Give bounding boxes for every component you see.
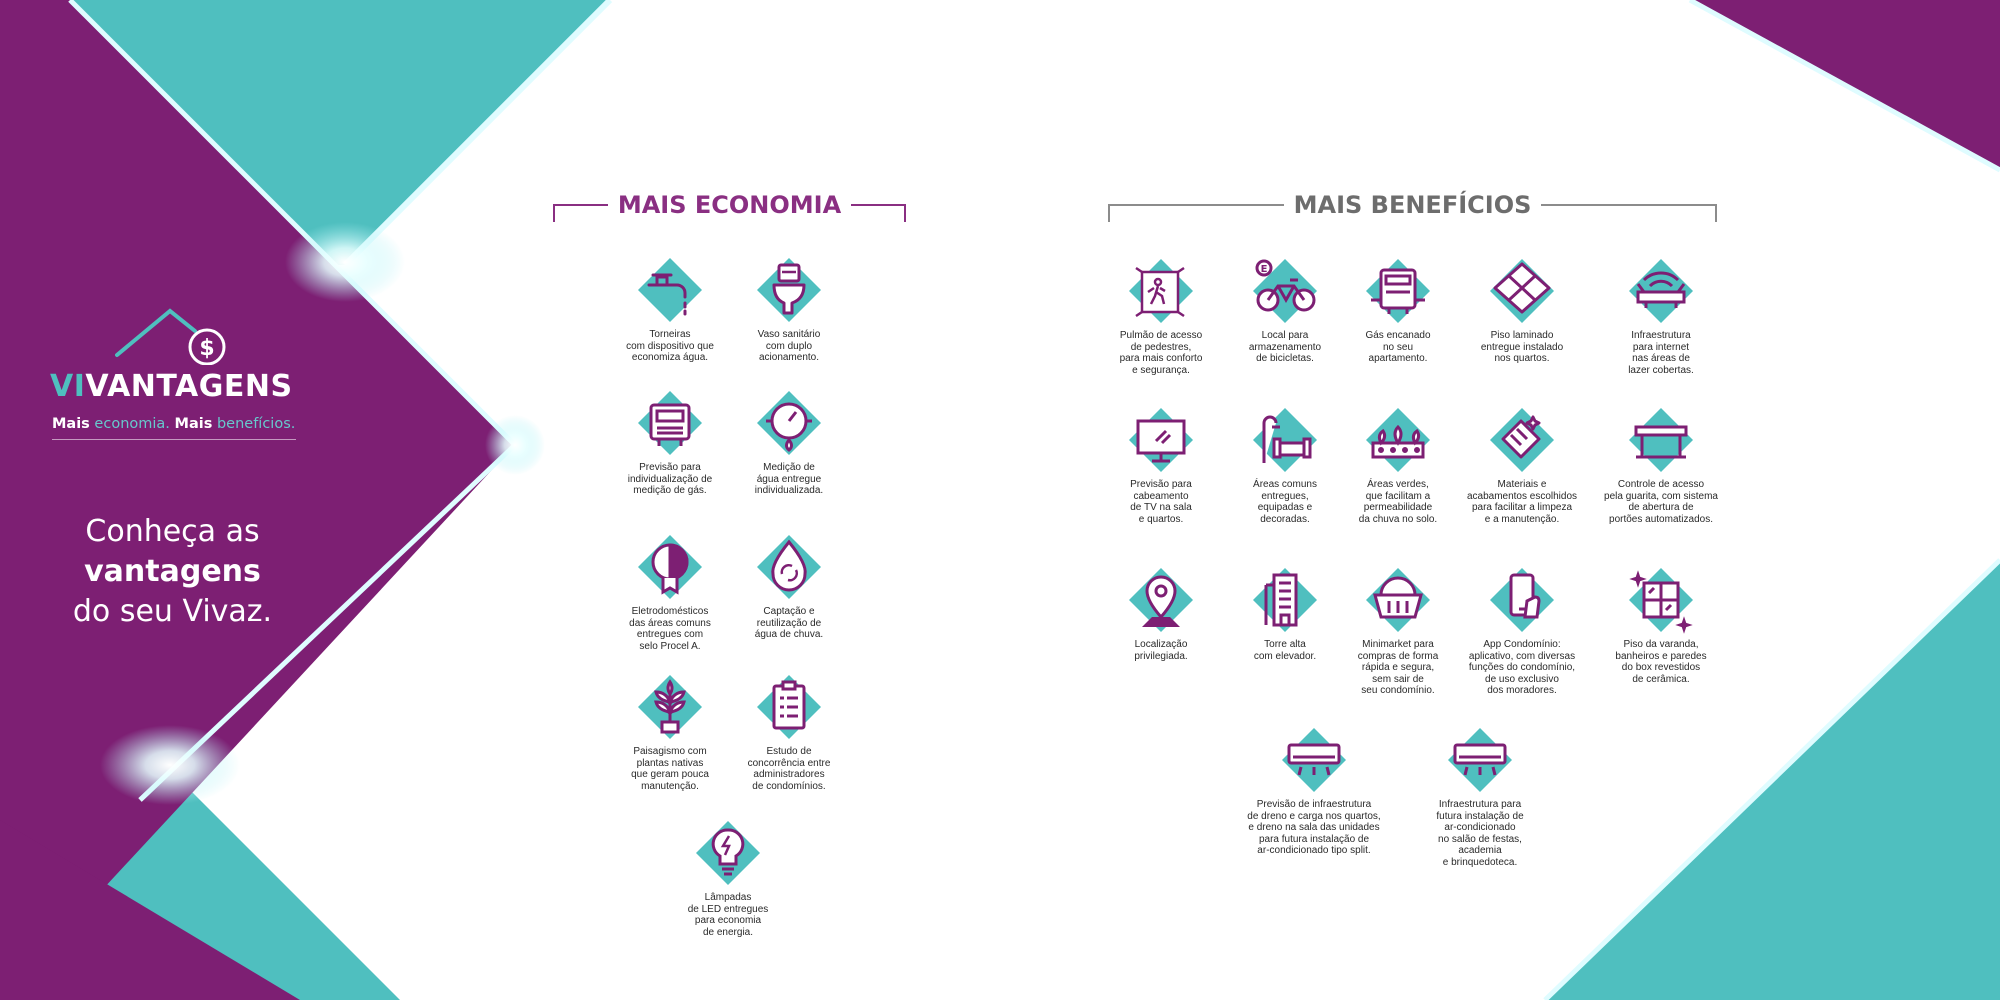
brand-name-suffix: VANTAGENS <box>85 369 293 404</box>
procel-seal-icon <box>635 532 705 602</box>
air-conditioner-icon <box>1445 725 1515 795</box>
item-label: Estudo de concorrência entre administradores de condomínios. <box>747 746 831 792</box>
mais-beneficios-heading <box>1108 190 1717 220</box>
mais-economia-heading <box>553 190 906 220</box>
beneficios-item <box>1400 725 1560 868</box>
gate-control-icon <box>1626 405 1696 475</box>
item-label: Previsão para individualização de medição de gás. <box>627 462 713 496</box>
mais-beneficios-title: MAIS BENEFÍCIOS <box>1284 191 1542 219</box>
item-label: Eletrodomésticos das áreas comuns entregues com selo Procel A. <box>629 606 711 652</box>
item-label: Controle de acesso pela guarita, com sistema de abertura de portões automatizados. <box>1604 479 1718 525</box>
gas-pipe-icon <box>1363 256 1433 326</box>
item-label: Áreas comuns entregues, equipadas e decoradas. <box>1253 479 1317 525</box>
svg-text:$: $ <box>199 336 215 361</box>
house-dollar-icon <box>115 305 235 365</box>
item-label: Localização privilegiada. <box>1134 639 1188 662</box>
led-bulb-icon <box>693 818 763 888</box>
brand-name-prefix: VI <box>50 369 86 404</box>
beneficios-item <box>1442 256 1602 365</box>
item-label: Previsão para cabeamento de TV na sala e quartos. <box>1130 479 1192 525</box>
svg-text:E: E <box>1260 264 1268 275</box>
item-label: Vaso sanitário com duplo acionamento. <box>757 329 821 363</box>
toilet-icon <box>754 255 824 325</box>
economia-item <box>709 388 869 497</box>
item-label: App Condomínio: aplicativo, com diversas funções do condomínio, de uso exclusivo dos moradores. <box>1468 639 1576 696</box>
item-label: Previsão de infraestrutura de dreno e carga nos quartos, e dreno na sala das unidades para futura instalação de ar-condicionado tipo split. <box>1247 799 1381 856</box>
faucet-icon <box>635 255 705 325</box>
item-label: Minimarket para compras de forma rápida e segura, sem sair de seu condomínio. <box>1357 639 1439 696</box>
location-pin-icon <box>1126 565 1196 635</box>
item-label: Medição de água entregue individualizada. <box>754 462 824 496</box>
glow-spot-1 <box>285 222 405 302</box>
green-area-icon <box>1363 405 1433 475</box>
tagline-bold-2: Mais <box>174 416 213 432</box>
item-label: Gás encanado no seu apartamento. <box>1365 330 1431 364</box>
item-label: Infraestrutura para futura instalação de ar-condicionado no salão de festas, academia e brinquedoteca. <box>1436 799 1524 868</box>
beneficios-item <box>1581 256 1741 376</box>
beneficios-item <box>1581 405 1741 525</box>
intro-text <box>50 512 295 632</box>
ceramic-tile-icon <box>1626 565 1696 635</box>
plant-icon <box>635 672 705 742</box>
item-label: Piso da varanda, banheiros e paredes do box revestidos de cerâmica. <box>1615 639 1707 685</box>
brand-tagline <box>52 416 295 432</box>
heading-title-wrap <box>1108 190 1717 220</box>
item-label: Captação e reutilização de água de chuva. <box>754 606 824 640</box>
tagline-underline <box>52 439 296 440</box>
clipboard-icon <box>754 672 824 742</box>
smartphone-app-icon <box>1487 565 1557 635</box>
economia-item <box>648 818 808 938</box>
tower-elevator-icon <box>1250 565 1320 635</box>
intro-line-1: Conheça as <box>85 514 260 549</box>
beneficios-item <box>1581 565 1741 685</box>
mais-economia-title: MAIS ECONOMIA <box>608 191 851 219</box>
recycle-drop-icon <box>754 532 824 602</box>
item-label: Torre alta com elevador. <box>1253 639 1317 662</box>
economia-item <box>709 532 869 641</box>
item-label: Local para armazenamento de bicicletas. <box>1248 330 1322 364</box>
wifi-router-icon <box>1626 256 1696 326</box>
item-label: Pulmão de acesso de pedestres, para mais conforto e segurança. <box>1119 330 1203 376</box>
item-label: Lâmpadas de LED entregues para economia de energia. <box>687 892 769 938</box>
beneficios-item <box>1442 405 1602 525</box>
heading-title-wrap <box>553 190 906 220</box>
gas-meter-icon <box>635 388 705 458</box>
bicycle-icon <box>1250 256 1320 326</box>
item-label: Materiais e acabamentos escolhidos para facilitar a limpeza e a manutenção. <box>1466 479 1578 525</box>
item-label: Torneiras com dispositivo que economiza água. <box>626 329 714 363</box>
tagline-light-2: benefícios. <box>212 416 296 432</box>
water-meter-icon <box>754 388 824 458</box>
cleaning-icon <box>1487 405 1557 475</box>
tv-icon <box>1126 405 1196 475</box>
economia-item <box>709 255 869 364</box>
tagline-bold-1: Mais <box>52 416 90 432</box>
shopping-basket-icon <box>1363 565 1433 635</box>
glow-spot-3 <box>485 415 545 475</box>
laminate-floor-icon <box>1487 256 1557 326</box>
lounge-icon <box>1250 405 1320 475</box>
intro-line-3: do seu Vivaz. <box>72 594 273 629</box>
air-conditioner-icon <box>1279 725 1349 795</box>
tagline-light-1: economia. <box>89 416 175 432</box>
beneficios-item <box>1442 565 1602 697</box>
item-label: Piso laminado entregue instalado nos quartos. <box>1480 330 1564 364</box>
beneficios-item <box>1234 725 1394 857</box>
item-label: Paisagismo com plantas nativas que geram pouca manutenção. <box>631 746 709 792</box>
item-label: Infraestrutura para internet nas áreas de lazer cobertas. <box>1628 330 1694 376</box>
glow-spot-2 <box>100 725 240 805</box>
item-label: Áreas verdes, que facilitam a permeabilidade da chuva no solo. <box>1358 479 1438 525</box>
economia-item <box>709 672 869 792</box>
pedestrian-gate-icon <box>1126 256 1196 326</box>
intro-line-2: vantagens <box>84 554 261 589</box>
brand-name <box>50 369 293 404</box>
